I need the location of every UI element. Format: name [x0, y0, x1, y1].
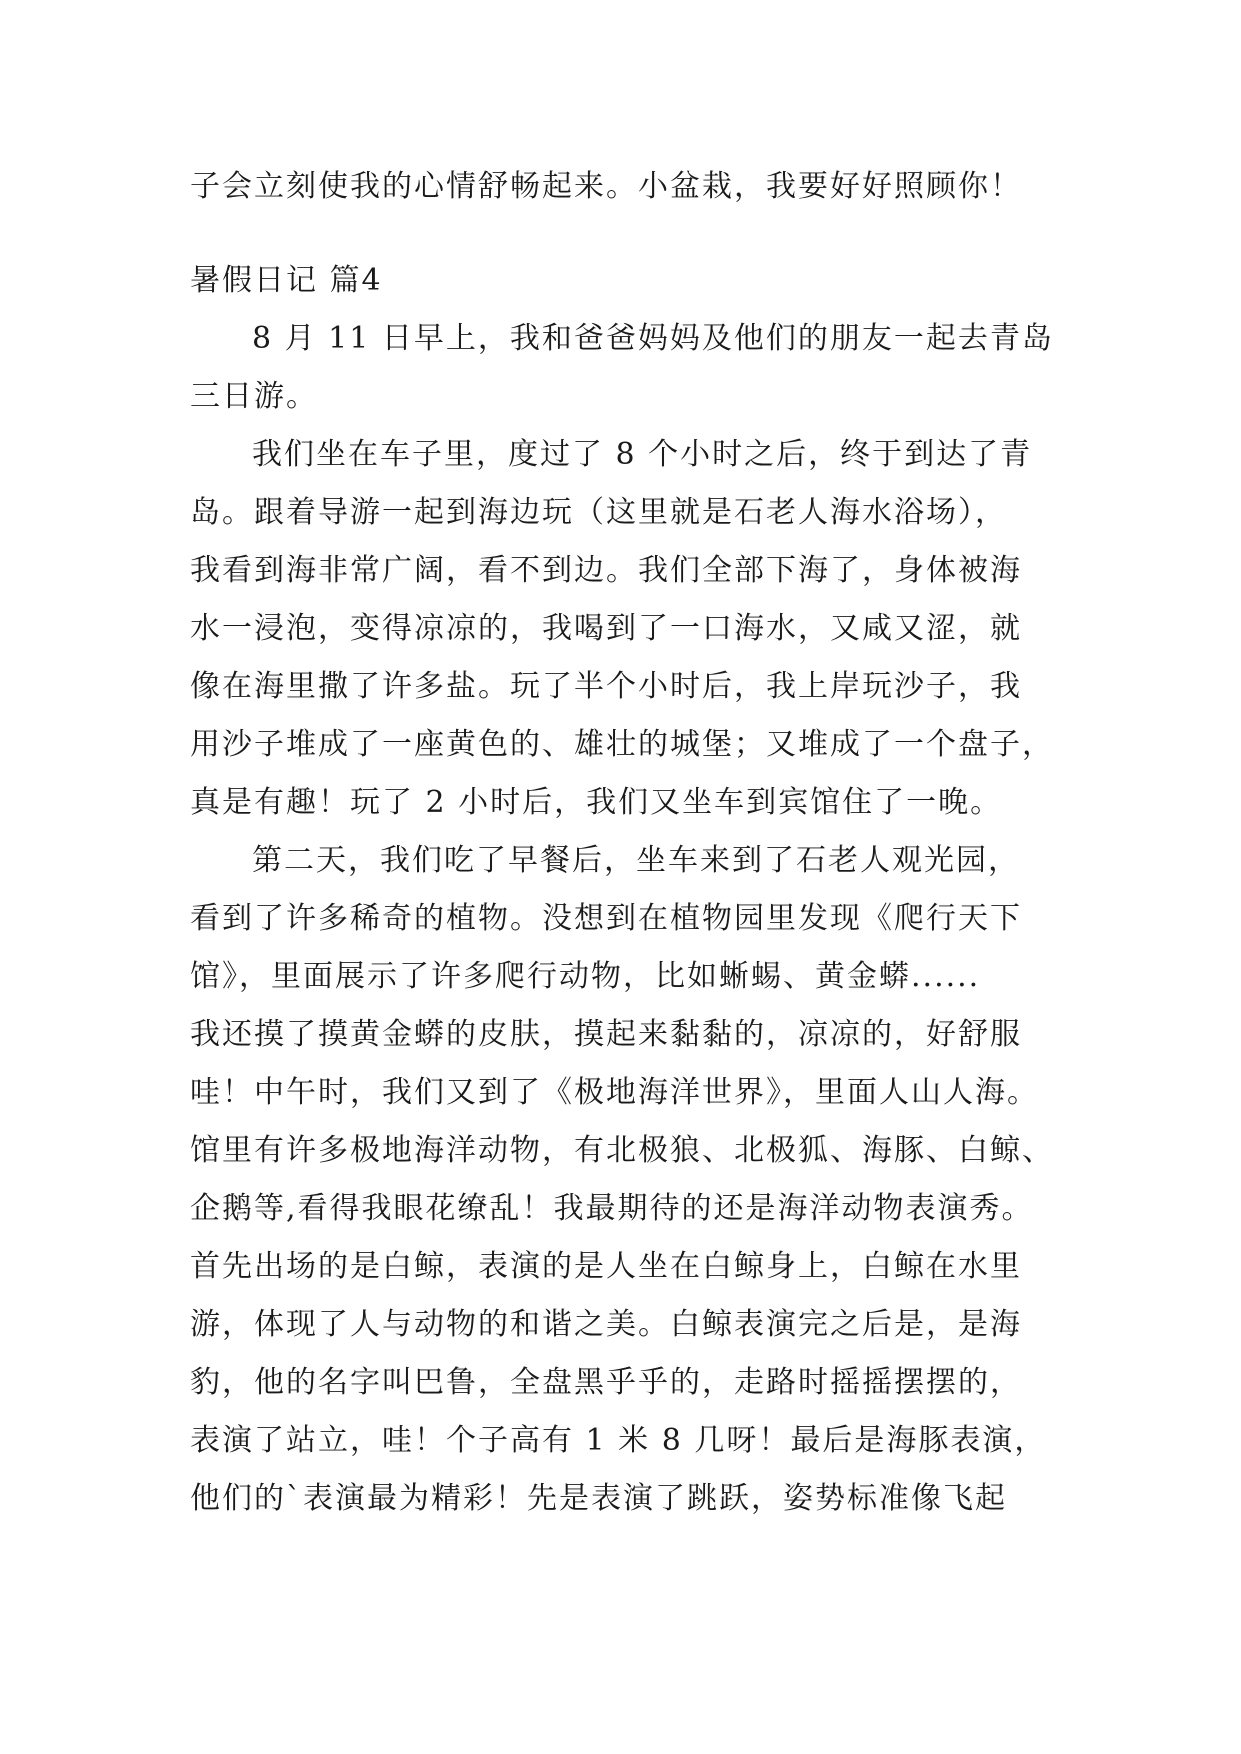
text-line: 馆里有许多极地海洋动物，有北极狼、北极狐、海豚、白鲸、	[190, 1133, 1054, 1168]
text-line: 真是有趣！玩了 2 小时后，我们又坐车到宾馆住了一晚。	[190, 785, 1003, 820]
text-line: 像在海里撒了许多盐。玩了半个小时后，我上岸玩沙子，我	[190, 669, 1022, 704]
text-line: 企鹅等,看得我眼花缭乱！我最期待的还是海洋动物表演秀。	[190, 1191, 1034, 1226]
text-line: 我还摸了摸黄金蟒的皮肤，摸起来黏黏的，凉凉的，好舒服	[190, 1017, 1022, 1052]
text-line: 豹，他的名字叫巴鲁，全盘黑乎乎的，走路时摇摇摆摆的，	[190, 1365, 1022, 1400]
text-line: 馆》，里面展示了许多爬行动物，比如蜥蜴、黄金蟒......	[190, 959, 981, 994]
text-line: 子会立刻使我的心情舒畅起来。小盆栽，我要好好照顾你！	[190, 169, 1022, 204]
text-line: 用沙子堆成了一座黄色的、雄壮的城堡；又堆成了一个盘子，	[190, 727, 1054, 762]
text-line: 水一浸泡，变得凉凉的，我喝到了一口海水，又咸又涩，就	[190, 611, 1022, 646]
text-line: 看到了许多稀奇的植物。没想到在植物园里发现《爬行天下	[190, 901, 1022, 936]
paragraph	[190, 426, 1070, 832]
paragraph	[190, 832, 1070, 1528]
section-heading: 暑假日记 篇4	[190, 263, 383, 298]
text-line: 岛。跟着导游一起到海边玩（这里就是石老人海水浴场），	[190, 495, 1007, 530]
document-body	[190, 158, 1070, 1528]
text-line: 哇！中午时，我们又到了《极地海洋世界》，里面人山人海。	[190, 1075, 1039, 1110]
text-line: 我看到海非常广阔，看不到边。我们全部下海了，身体被海	[190, 553, 1022, 588]
text-line: 我们坐在车子里，度过了 8 个小时之后，终于到达了青	[252, 437, 1033, 472]
text-line: 表演了站立，哇！个子高有 1 米 8 几呀！最后是海豚表演，	[190, 1423, 1047, 1458]
text-line: 第二天，我们吃了早餐后，坐车来到了石老人观光园，	[252, 843, 1020, 878]
text-line: 他们的`表演最为精彩！先是表演了跳跃，姿势标准像飞起	[190, 1481, 1007, 1516]
text-line: 首先出场的是白鲸，表演的是人坐在白鲸身上，白鲸在水里	[190, 1249, 1022, 1284]
text-line: 8 月 11 日早上，我和爸爸妈妈及他们的朋友一起去青岛	[252, 321, 1054, 356]
text-line: 游，体现了人与动物的和谐之美。白鲸表演完之后是，是海	[190, 1307, 1022, 1342]
paragraph	[190, 310, 1070, 426]
text-line: 三日游。	[190, 379, 318, 414]
